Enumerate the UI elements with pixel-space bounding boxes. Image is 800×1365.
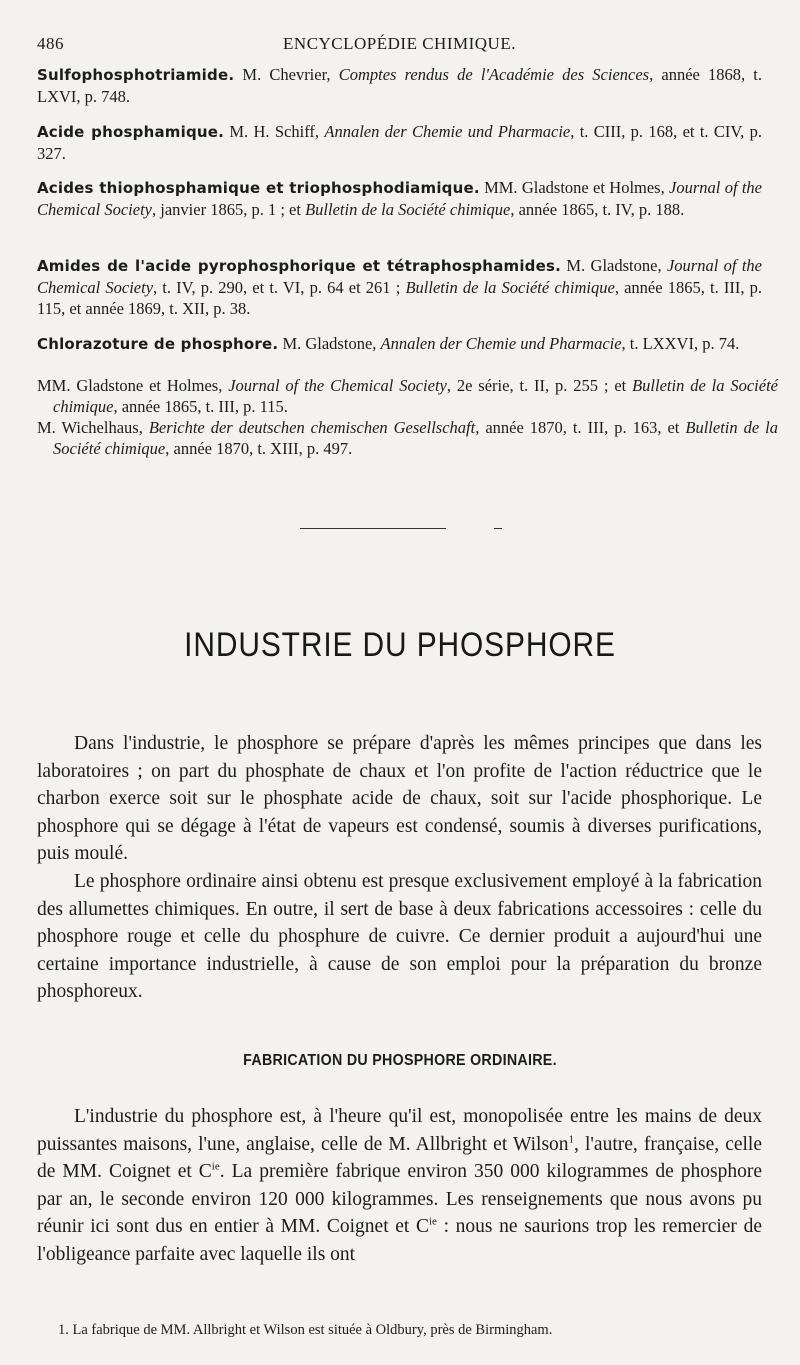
section-title: INDUSTRIE DU PHOSPHORE <box>184 626 616 664</box>
bib-text: , 2e série, t. II, p. 255 ; et <box>446 376 633 395</box>
bib-source: Bulletin de la Société chimique <box>53 376 778 416</box>
bib-text: , année 1870, t. III, p. 163, et <box>475 418 686 437</box>
bib-text: , année 1865, t. IV, p. 188. <box>510 200 685 219</box>
bib-source: Berichte der deutschen chemischen Gesellschaft <box>148 418 476 437</box>
paragraph: Le phosphore ordinaire ainsi obtenu est presque exclusivement employé à la fabrication des allumettes chimiques. En outre, il sert de base à deux fabrications accessoires : celle du phosphore rouge et celle du phosphure de cuivre. Ce dernier produit a aujourd'hui une certaine importance industrielle, à cause de son emploi pour la préparation du bronze phosphoreux. <box>37 870 762 1003</box>
footnote-marker[interactable]: 1 <box>568 1133 575 1146</box>
paragraph-text: : nous ne saurions trop les remercier de l'obligeance parfaite avec laquelle ils ont <box>37 1216 762 1265</box>
bib-source: Journal of the Chemical Society <box>37 178 762 219</box>
bib-source: Journal of the Chemical Society <box>37 256 762 297</box>
bib-heading: Acide phosphamique. <box>37 123 225 141</box>
bib-text: M. H. Schiff, <box>224 122 325 141</box>
bib-text: , année 1870, t. XIII, p. 497. <box>165 439 353 458</box>
bib-source: Bulletin de la Société chimique <box>305 200 511 219</box>
bib-heading: Sulfophosphotriamide. <box>37 66 235 84</box>
bib-source: Bulletin de la Société chimique <box>405 278 615 297</box>
paragraph-text: , l'autre, française, celle de MM. Coignet et C <box>37 1133 762 1183</box>
bib-source: Annalen der Chemie und Pharmacie <box>324 122 571 141</box>
subsection-heading: FABRICATION DU PHOSPHORE ORDINAIRE. <box>243 1052 557 1069</box>
bib-text: , année 1865, t. III, p. 115, et année 1869, t. XII, p. 38. <box>37 278 762 318</box>
bib-text: , année 1868, t. LXVI, p. 748. <box>37 65 762 106</box>
bib-heading: Acides thiophosphamique et triophosphodiamique. <box>37 179 480 197</box>
bib-text: M. Wichelhaus, <box>37 418 149 437</box>
page-number: 486 <box>37 34 64 53</box>
bib-source: Journal of the Chemical Society <box>228 376 447 395</box>
bib-text: M. Chevrier, <box>234 65 339 84</box>
section-divider-mark <box>494 528 502 529</box>
bib-text: , t. IV, p. 290, et t. VI, p. 64 et 261 ; <box>153 278 406 297</box>
bib-entry-wichelhaus <box>37 417 778 459</box>
bib-text: , t. LXXVI, p. 74. <box>621 334 740 353</box>
bib-entry-thiophosphamique <box>37 177 762 220</box>
bib-entry-acide-phosphamique <box>37 121 762 164</box>
fabrication-text <box>37 1103 762 1269</box>
bib-text: , année 1865, t. III, p. 115. <box>113 397 288 416</box>
paragraph: Dans l'industrie, le phosphore se prépare d'après les mêmes principes que dans les laboratoires ; on part du phosphate de chaux et l'on profite de l'action réductrice que le charbon exerce soit sur le phosphate acide de chaux, soit sur l'acide phosphorique. Le phosphore qui se dégage à l'état de vapeurs est condensé, soumis à diverses purifications, puis moulé. <box>37 733 762 865</box>
section-divider <box>300 528 446 529</box>
paragraph-text: L'industrie du phosphore est, à l'heure qu'il est, monopolisée entre les mains de deux puissantes maisons, l'une, anglaise, celle de M. Allbright et Wilson <box>37 1106 762 1155</box>
superscript: ie <box>429 1215 437 1228</box>
bib-source: Comptes rendus de l'Académie des Sciences <box>338 65 650 84</box>
bib-text: , janvier 1865, p. 1 ; et <box>152 200 306 219</box>
intro-text <box>37 730 762 1006</box>
running-title: ENCYCLOPÉDIE CHIMIQUE. <box>283 34 516 53</box>
bib-heading: Amides de l'acide pyrophosphorique et tétraphosphamides. <box>37 257 562 275</box>
bib-text: MM. Gladstone et Holmes, <box>479 178 670 197</box>
bib-text: M. Gladstone, <box>278 334 381 353</box>
superscript: ie <box>211 1160 220 1173</box>
bib-entry-pyrophosphorique <box>37 255 762 319</box>
running-head <box>37 34 762 56</box>
bib-text: , t. CIII, p. 168, et t. CIV, p. 327. <box>37 122 763 163</box>
paragraph-text: . La première fabrique environ 350 000 kilogrammes de phosphore par an, le seconde environ 120 000 kilogrammes. Les renseignements que nous avons pu réunir ici sont dus en entier à MM. Coignet et C <box>37 1161 762 1238</box>
bib-text: M. Gladstone, <box>561 256 667 275</box>
bib-entry-gladstone-holmes <box>37 375 778 417</box>
footnote: 1. La fabrique de MM. Allbright et Wilson est située à Oldbury, près de Birmingham. <box>58 1322 553 1338</box>
bib-source: Bulletin de la Société chimique <box>53 418 779 458</box>
bib-source: Annalen der Chemie und Pharmacie <box>380 334 622 353</box>
bib-heading: Chlorazoture de phosphore. <box>37 335 279 353</box>
bib-entry-chlorazoture <box>37 333 762 355</box>
paragraph <box>37 1103 762 1269</box>
bib-entry-sulfophosphotriamide <box>37 64 762 107</box>
bib-text: MM. Gladstone et Holmes, <box>37 376 229 395</box>
